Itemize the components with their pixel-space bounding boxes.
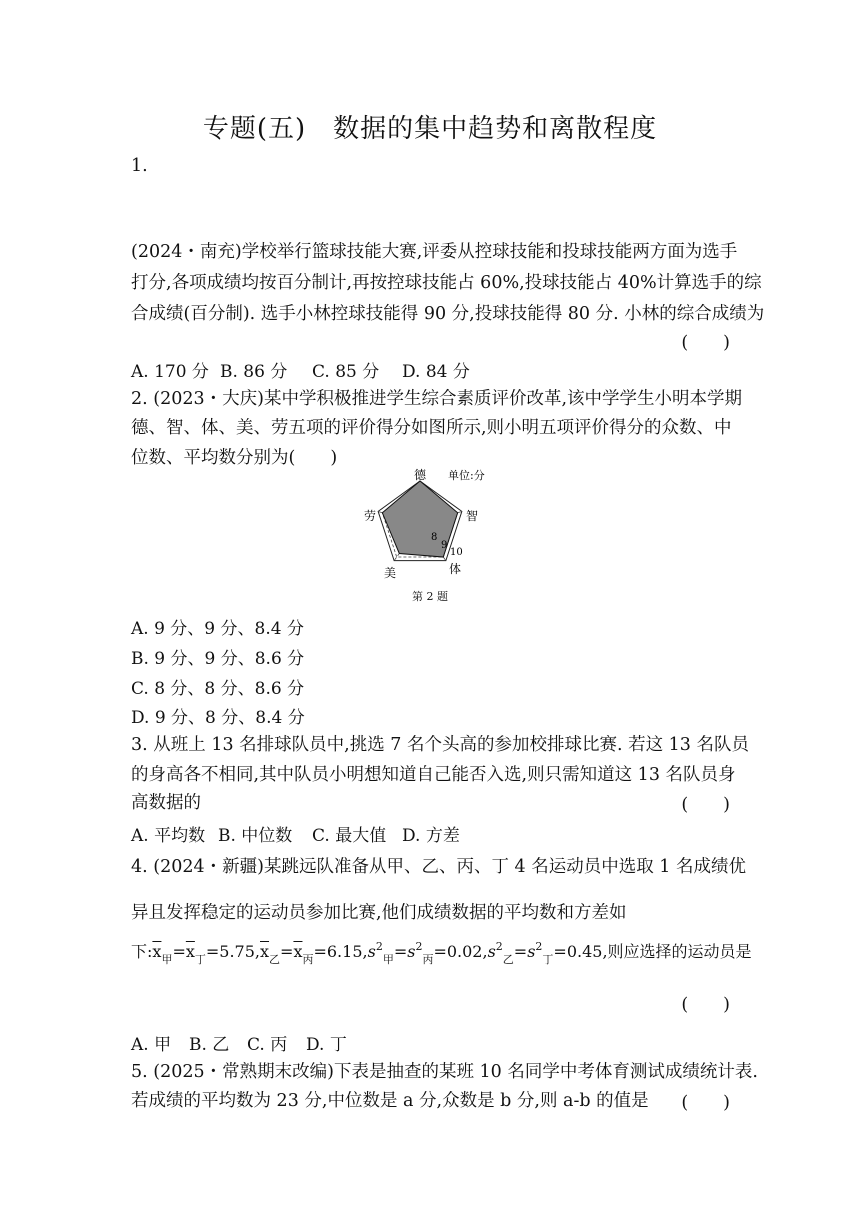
comma: , [602,942,608,961]
q4-option-c: C. 丙 [247,1035,288,1055]
square: 2 [535,940,543,953]
eq-sign: = [553,942,567,961]
eq-sign: = [280,942,294,961]
q2-option-a: A. 9 分、9 分、8.4 分 [131,619,304,639]
q2-line-3: 位数、平均数分别为( ) [131,448,338,468]
q3-line-2: 的身高各不相同,其中队员小明想知道自己能否入选,则只需知道这 13 名队员身 [131,765,736,785]
comma: , [362,942,368,961]
eq-sign: = [172,942,186,961]
q1-option-b: B. 86 分 [220,362,288,382]
square: 2 [495,940,503,953]
sub-bing: 丙 [302,953,314,966]
scale-8: 8 [431,532,438,543]
q3-line-3: 高数据的 [131,793,201,813]
q2-line-2: 德、智、体、美、劳五项的评价得分如图所示,则小明五项评价得分的众数、中 [131,418,732,438]
sub-jia: 甲 [382,953,394,966]
scale-10: 10 [450,547,463,558]
variance-symbol: s [487,942,496,961]
q1-answer-paren: ( ) [681,333,730,353]
variance-symbol: s [527,942,536,961]
q4-line-1: 4. (2024・新疆)某跳远队准备从甲、乙、丙、丁 4 名运动员中选取 1 名成绩优 [131,857,746,877]
mean-symbol: $\overline{x}$ [293,942,303,961]
variance-value-2: 0.45 [566,942,603,961]
q2-line-1: 2. (2023・大庆)某中学积极推进学生综合素质评价改革,该中学学生小明本学期 [131,389,743,409]
mean-symbol: $\overline{x}$ [185,942,195,961]
square: 2 [415,940,423,953]
q3-line-1: 3. 从班上 13 名排球队员中,挑选 7 名个头高的参加校排球比赛. 若这 13 名队员 [131,735,749,755]
eq-sign: = [393,942,408,961]
comma: , [254,942,260,961]
scale-9: 9 [441,540,448,551]
mean-symbol: $\overline{x}$ [152,942,162,961]
q1-option-d: D. 84 分 [402,362,470,382]
sub-yi: 乙 [502,953,514,966]
q4-line-2: 异且发挥稳定的运动员参加比赛,他们成绩数据的平均数和方差如 [131,903,627,923]
label-mei: 美 [384,566,397,580]
figure-caption: 第 2 题 [412,590,448,603]
q3-option-a: A. 平均数 [131,826,206,846]
radar-figure [355,462,505,582]
q4-option-b: B. 乙 [189,1035,230,1055]
variance-value-1: 0.02 [446,942,483,961]
eq-sign: = [205,942,220,961]
q2-option-b: B. 9 分、9 分、8.6 分 [131,649,305,669]
q5-line-2: 若成绩的平均数为 23 分,中位数是 a 分,众数是 b 分,则 a-b 的值是 [131,1091,649,1111]
q4-answer-paren: ( ) [681,995,730,1015]
formula-prefix: 下: [131,942,153,961]
sub-ding: 丁 [542,953,554,966]
unit-label: 单位:分 [448,469,485,482]
variance-symbol: s [407,942,416,961]
mean-value-2: 6.15 [326,942,363,961]
eq-sign: = [313,942,327,961]
q5-line-1: 5. (2025・常熟期末改编)下表是抽查的某班 10 名同学中考体育测试成绩统计表. [131,1062,758,1082]
q3-option-b: B. 中位数 [218,826,293,846]
q1-line-3: 合成绩(百分制). 选手小林控球技能得 90 分,投球技能得 80 分. 小林的综合成绩为 [131,304,765,324]
sub-bing: 丙 [422,953,434,966]
sub-jia: 甲 [161,953,173,966]
sub-ding: 丁 [194,953,206,966]
q4-option-d: D. 丁 [306,1035,347,1055]
q2-option-d: D. 9 分、8 分、8.4 分 [131,708,305,728]
q1-line-2: 打分,各项成绩均按百分制计,再按控球技能占 60%,投球技能占 40%计算选手的综 [131,273,762,293]
q1-number: 1. [131,156,148,176]
comma: , [482,942,488,961]
page-title: 专题(五) 数据的集中趋势和离散程度 [202,114,658,144]
q1-option-c: C. 85 分 [312,362,380,382]
q4-option-a: A. 甲 [131,1035,172,1055]
mean-value-1: 5.75 [219,942,255,961]
eq-sign: = [513,942,528,961]
q4-formula [131,940,752,966]
q3-option-c: C. 最大值 [312,826,387,846]
q3-option-d: D. 方差 [402,826,460,846]
label-de: 德 [414,468,427,482]
square: 2 [375,940,383,953]
variance-symbol: s [367,942,376,961]
eq-sign: = [433,942,447,961]
formula-tail: 则应选择的运动员是 [607,942,752,961]
q1-option-a: A. 170 分 [131,362,209,382]
mean-symbol: $\overline{x}$ [260,942,270,961]
q3-answer-paren: ( ) [681,795,730,815]
q5-answer-paren: ( ) [681,1093,730,1113]
q1-line-1: (2024・南充)学校举行篮球技能大赛,评委从控球技能和投球技能两方面为选手 [131,242,738,262]
label-zhi: 智 [466,509,479,523]
q2-option-c: C. 8 分、8 分、8.6 分 [131,679,305,699]
sub-yi: 乙 [269,953,281,966]
label-lao: 劳 [364,509,377,523]
label-ti: 体 [449,562,462,576]
